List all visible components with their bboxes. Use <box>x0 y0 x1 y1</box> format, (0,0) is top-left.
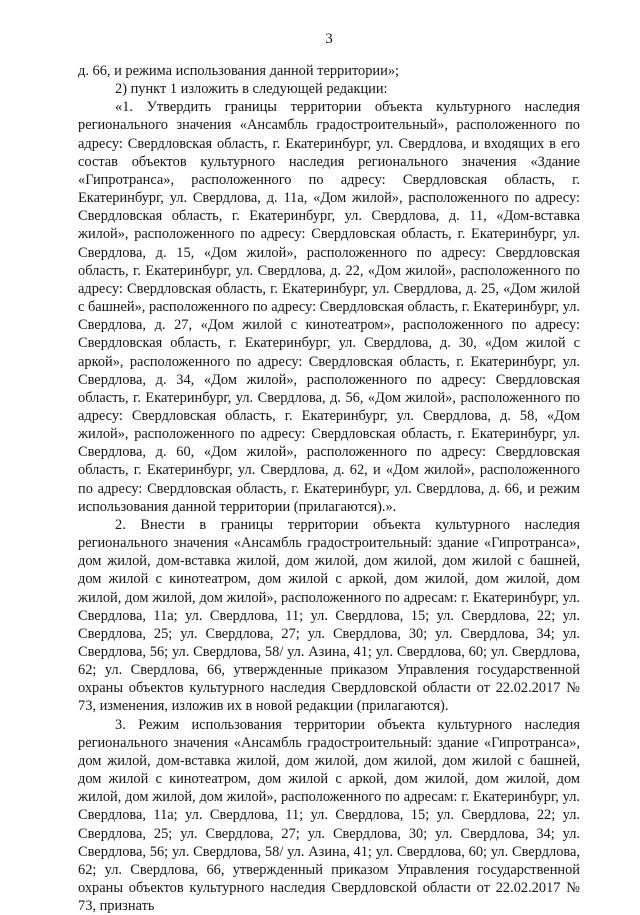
paragraph-quoted-item-1: «1. Утвердить границы территории объекта культурного наследия регионального значения «Ансамбль градостроительный», расположенного по адресу: Свердловская область, г. Екатеринбург, ул. Свердлова, и входящих в его состав объектов культурного наследия регионального значения «Здание «Гипротранса», расположенного по адресу: Свердловская область, г. Екатеринбург, ул. Свердлова, д. 11а, «Дом жилой», расположенного по адресу: Свердловская область, г. Екатеринбург, ул. Свердлова, д. 11, «Дом-вставка жилой», расположенного по адресу: Свердловская область, г. Екатеринбург, ул. Свердлова, д. 15, «Дом жилой», расположенного по адресу: Свердловская область, г. Екатеринбург, ул. Свердлова, д. 22, «Дом жилой», расположенного по адресу: Свердловская область, г. Екатеринбург, ул. Свердлова, д. 25, «Дом жилой с башней», расположенного по адресу: Свердловская область, г. Екатеринбург, ул. Свердлова, д. 27, «Дом жилой с кинотеатром», расположенного по адресу: Свердловская область, г. Екатеринбург, ул. Свердлова, д. 30, «Дом жилой с аркой», расположенного по адресу: Свердловская область, г. Екатеринбург, ул. Свердлова, д. 34, «Дом жилой», расположенного по адресу: Свердловская область, г. Екатеринбург, ул. Свердлова, д. 56, «Дом жилой», расположенного по адресу: Свердловская область, г. Екатеринбург, ул. Свердлова, д. 58, «Дом жилой», расположенного по адресу: Свердловская область, г. Екатеринбург, ул. Свердлова, д. 60, «Дом жилой», расположенного по адресу: Свердловская область, г. Екатеринбург, ул. Свердлова, д. 62, и «Дом жилой», расположенного по адресу: Свердловская область, г. Екатеринбург, ул. Свердлова, д. 66, и режим использования данной территории (прилагаются).». <box>78 99 581 515</box>
paragraph-item-2: 2. Внести в границы территории объекта культурного наследия регионального значения «Ансамбль градостроительный: здание «Гипротранса», дом жилой, дом-вставка жилой, дом жилой, дом жилой, дом жилой с башней, дом жилой с кинотеатром, дом жилой с аркой, дом жилой, дом жилой, дом жилой, дом жилой, дом жилой», расположенного по адресам: г. Екатеринбург, ул. Свердлова, 11а; ул. Свердлова, 11; ул. Свердлова, 15; ул. Свердлова, 22; ул. Свердлова, 25; ул. Свердлова, 27; ул. Свердлова, 30; ул. Свердлова, 34; ул. Свердлова, 56; ул. Свердлова, 58/ ул. Азина, 41; ул. Свердлова, 60; ул. Свердлова, 62; ул. Свердлова, 66, утвержденные приказом Управления государственной охраны объектов культурного наследия Свердловской области от 22.02.2017 № 73, изменения, изложив их в новой редакции (прилагаются). <box>78 516 580 715</box>
paragraph-item-2-intro: 2) пункт 1 изложить в следующей редакции: <box>115 81 388 98</box>
paragraph-continuation: д. 66, и режима использования данной территории»; <box>78 63 400 79</box>
page-number: 3 <box>325 31 333 47</box>
document-body <box>78 62 580 915</box>
paragraph-item-3: 3. Режим использования территории объекта культурного наследия регионального значения «Ансамбль градостроительный: здание «Гипротранса», дом жилой, дом-вставка жилой, дом жилой, дом жилой, дом жилой с башней, дом жилой с кинотеатром, дом жилой с аркой, дом жилой, дом жилой, дом жилой, дом жилой, дом жилой», расположенного по адресам: г. Екатеринбург, ул. Свердлова, 11а; ул. Свердлова, 11; ул. Свердлова, 15; ул. Свердлова, 22; ул. Свердлова, 25; ул. Свердлова, 27; ул. Свердлова, 30; ул. Свердлова, 34; ул. Свердлова, 56; ул. Свердлова, 58/ ул. Азина, 41; ул. Свердлова, 60; ул. Свердлова, 62; ул. Свердлова, 66, утвержденный приказом Управления государственной охраны объектов культурного наследия Свердловской области от 22.02.2017 № 73, признать <box>78 716 580 915</box>
